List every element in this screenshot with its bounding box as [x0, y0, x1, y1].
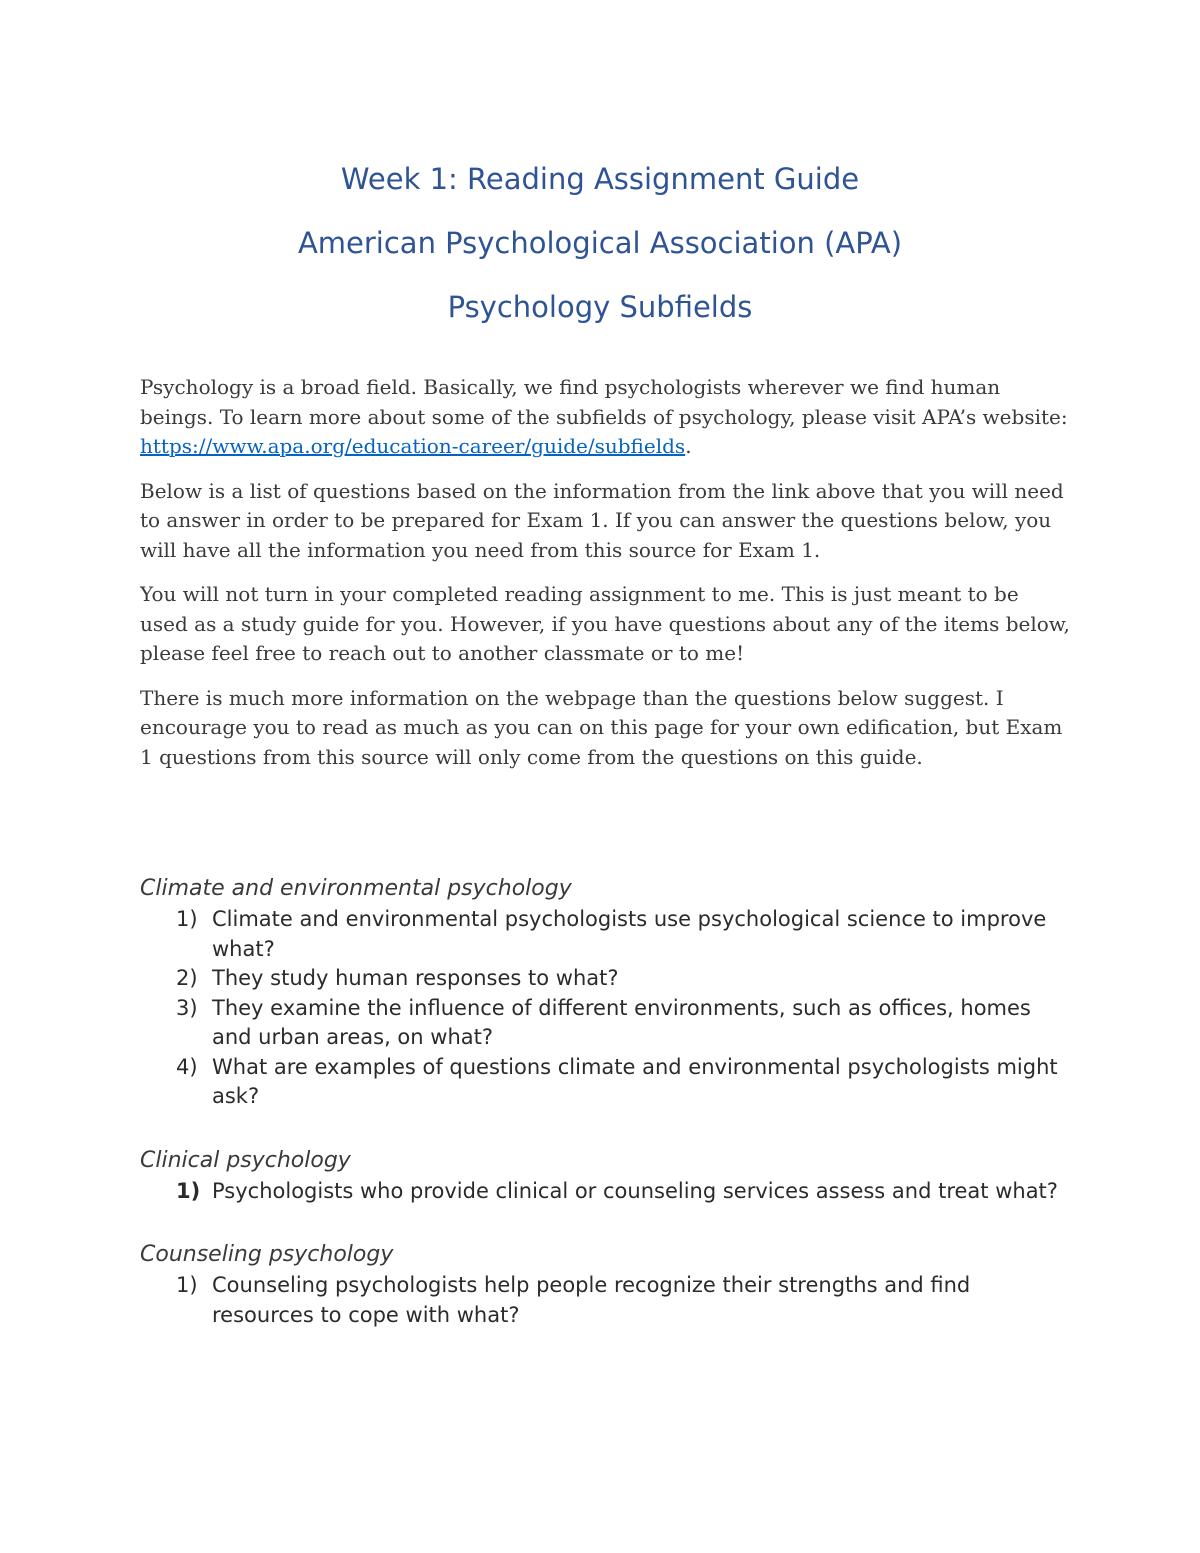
question-number: 1): [176, 1273, 198, 1297]
intro-paragraph-1: [140, 373, 1070, 462]
question-number: 4): [176, 1054, 198, 1079]
section-title: Clinical psychology: [140, 1147, 351, 1173]
document-topic: Psychology Subfields: [447, 290, 753, 324]
question-item: [140, 1053, 1070, 1112]
document-title: Week 1: Reading Assignment Guide: [340, 162, 860, 196]
question-item: [140, 964, 1070, 994]
question-sections: [140, 873, 1070, 1363]
intro-paragraph-1-end: .: [685, 434, 692, 458]
document-subtitle: American Psychological Association (APA): [297, 226, 903, 260]
intro-paragraph-3: You will not turn in your completed reading assignment to me. This is just meant to be used as a study guide for you. However, if you have questions about any of the items below, please feel free to reach out to another classmate or to me!: [140, 582, 1070, 665]
question-list: [140, 1271, 1070, 1330]
question-number: 2): [176, 966, 198, 990]
intro-paragraph-2: Below is a list of questions based on the information from the link above that you will need to answer in order to be prepared for Exam 1. If you can answer the questions below, you will have all the information you need from this source for Exam 1.: [140, 478, 1064, 562]
section-counseling: [140, 1239, 1070, 1330]
question-text: They study human responses to what?: [212, 966, 619, 990]
intro-text: [140, 373, 1070, 787]
question-number: 3): [176, 995, 198, 1020]
question-text: They examine the influence of different environments, such as offices, homes and urban areas, on what?: [212, 995, 1031, 1049]
intro-paragraph-4: There is much more information on the webpage than the questions below suggest. I encourage you to read as much as you can on this page for your own edification, but Exam 1 questions from this source will only come from the questions on this guide.: [140, 685, 1063, 769]
question-number: 1): [176, 907, 198, 931]
question-item: [140, 994, 1070, 1053]
question-list: [140, 905, 1070, 1112]
section-title: Counseling psychology: [140, 1242, 394, 1267]
question-item: [140, 905, 1070, 964]
question-list: [140, 1177, 1070, 1207]
question-text: Psychologists who provide clinical or counseling services assess and treat what?: [212, 1178, 1058, 1203]
apa-subfields-link[interactable]: https://www.apa.org/education-career/guide/subfields: [140, 434, 686, 458]
intro-paragraph-1-text: Psychology is a broad field. Basically, we find psychologists wherever we find human beings. To learn more about some of the subfields of psychology, please visit APA’s website:: [140, 375, 1068, 429]
question-item: [140, 1271, 1070, 1330]
question-text: What are examples of questions climate and environmental psychologists might ask?: [212, 1054, 1058, 1108]
heading-block: [0, 160, 1200, 352]
question-number: 1): [176, 1178, 201, 1203]
question-item: [140, 1177, 1070, 1207]
question-text: Climate and environmental psychologists use psychological science to improve what?: [212, 907, 1047, 961]
section-clinical: [140, 1145, 1070, 1207]
section-climate-environmental: [140, 873, 1070, 1112]
section-title: Climate and environmental psychology: [140, 876, 572, 901]
question-text: Counseling psychologists help people recognize their strengths and find resources to cope with what?: [212, 1273, 971, 1327]
